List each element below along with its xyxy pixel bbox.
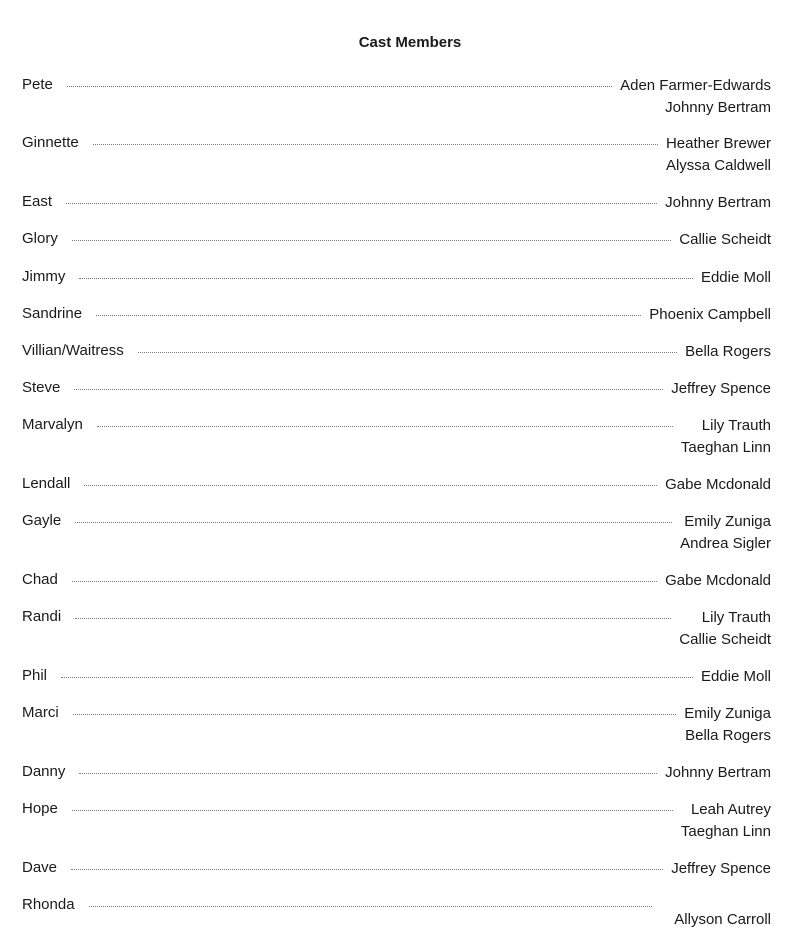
actor-name: Andrea Sigler <box>680 534 771 552</box>
cast-row <box>0 858 800 880</box>
actor-names <box>665 762 771 784</box>
actor-names <box>671 378 771 400</box>
role-name: Sandrine <box>22 305 83 322</box>
cast-row <box>0 267 800 289</box>
actor-names <box>685 341 771 363</box>
actor-names <box>649 304 771 326</box>
actor-name: Bella Rogers <box>685 343 771 360</box>
actor-name: Allyson Carroll <box>674 911 771 928</box>
dotted-leader <box>71 869 663 870</box>
role-name: Steve <box>22 379 61 396</box>
actor-name: Johnny Bertram <box>665 764 771 781</box>
actor-name: Johnny Bertram <box>665 194 771 211</box>
actor-names <box>701 267 771 289</box>
actor-name: Aden Farmer-Edwards <box>620 77 771 94</box>
cast-row <box>0 229 800 251</box>
page-title: Cast Members <box>358 34 462 51</box>
cast-row <box>0 378 800 400</box>
actor-name: Emily Zuniga <box>684 705 771 722</box>
actor-name: Leah Autrey <box>690 801 771 818</box>
cast-row <box>0 799 800 840</box>
role-name: Marvalyn <box>22 416 83 433</box>
dotted-leader <box>79 773 657 774</box>
dotted-leader <box>72 581 657 582</box>
actor-name: Gabe Mcdonald <box>665 476 771 493</box>
actor-name: Callie Scheidt <box>679 231 771 248</box>
cast-row <box>0 607 800 648</box>
actor-name: Emily Zuniga <box>684 513 771 530</box>
actor-names <box>665 474 771 496</box>
actor-name: Phoenix Campbell <box>649 306 771 323</box>
cast-row <box>0 341 800 363</box>
role-name: Ginnette <box>22 134 79 151</box>
dotted-leader <box>89 906 652 907</box>
actor-name: Taeghan Linn <box>680 438 771 456</box>
actor-names <box>684 703 771 746</box>
dotted-leader <box>67 86 612 87</box>
actor-names <box>674 909 771 931</box>
role-name: Phil <box>22 667 48 684</box>
actor-names <box>665 192 771 214</box>
actor-names <box>680 511 771 554</box>
actor-name: Eddie Moll <box>700 668 771 685</box>
dotted-leader <box>96 315 641 316</box>
role-name: Pete <box>22 76 53 93</box>
dotted-leader <box>93 144 658 145</box>
actor-names <box>701 666 771 688</box>
dotted-leader <box>75 618 671 619</box>
role-name: Glory <box>22 230 58 247</box>
role-name: Gayle <box>22 512 62 529</box>
actor-name: Heather Brewer <box>665 135 771 152</box>
dotted-leader <box>61 677 693 678</box>
dotted-leader <box>66 203 657 204</box>
role-name: Chad <box>22 571 58 588</box>
cast-row <box>0 895 800 928</box>
dotted-leader <box>72 240 671 241</box>
actor-name: Alyssa Caldwell <box>665 156 771 174</box>
dotted-leader <box>72 810 673 811</box>
role-name: Dave <box>22 859 58 876</box>
actor-names <box>620 75 771 118</box>
cast-row <box>0 474 800 496</box>
cast-row <box>0 762 800 784</box>
actor-name: Jeffrey Spence <box>671 380 771 397</box>
actor-names <box>681 415 771 458</box>
actor-names <box>679 229 771 251</box>
role-name: Lendall <box>22 475 71 492</box>
actor-names <box>665 570 771 592</box>
actor-name: Taeghan Linn <box>680 822 771 840</box>
actor-name: Callie Scheidt <box>679 630 771 648</box>
actor-name: Jeffrey Spence <box>671 860 771 877</box>
role-name: East <box>22 193 53 210</box>
role-name: Danny <box>22 763 66 780</box>
dotted-leader <box>79 278 693 279</box>
role-name: Hope <box>22 800 58 817</box>
cast-row <box>0 75 800 116</box>
actor-name: Bella Rogers <box>685 726 771 744</box>
role-name: Randi <box>22 608 62 625</box>
cast-row <box>0 192 800 214</box>
actor-name: Gabe Mcdonald <box>665 572 771 589</box>
actor-name: Johnny Bertram <box>665 98 771 116</box>
role-name: Marci <box>22 704 59 721</box>
cast-row <box>0 415 800 456</box>
actor-names <box>666 133 771 176</box>
cast-row <box>0 511 800 552</box>
role-name: Jimmy <box>22 268 66 285</box>
cast-row <box>0 666 800 688</box>
cast-row <box>0 570 800 592</box>
dotted-leader <box>73 714 677 715</box>
actor-names <box>671 858 771 880</box>
role-name: Villian/Waitress <box>22 342 124 359</box>
cast-row <box>0 133 800 174</box>
actor-name: Eddie Moll <box>700 269 771 286</box>
actor-names <box>679 607 771 650</box>
dotted-leader <box>75 522 672 523</box>
cast-row <box>0 703 800 744</box>
dotted-leader <box>84 485 657 486</box>
dotted-leader <box>138 352 677 353</box>
dotted-leader <box>74 389 663 390</box>
actor-names <box>681 799 771 842</box>
actor-name: Lily Trauth <box>701 417 771 434</box>
role-name: Rhonda <box>22 896 75 913</box>
cast-row <box>0 304 800 326</box>
actor-name: Lily Trauth <box>701 609 771 626</box>
dotted-leader <box>97 426 673 427</box>
